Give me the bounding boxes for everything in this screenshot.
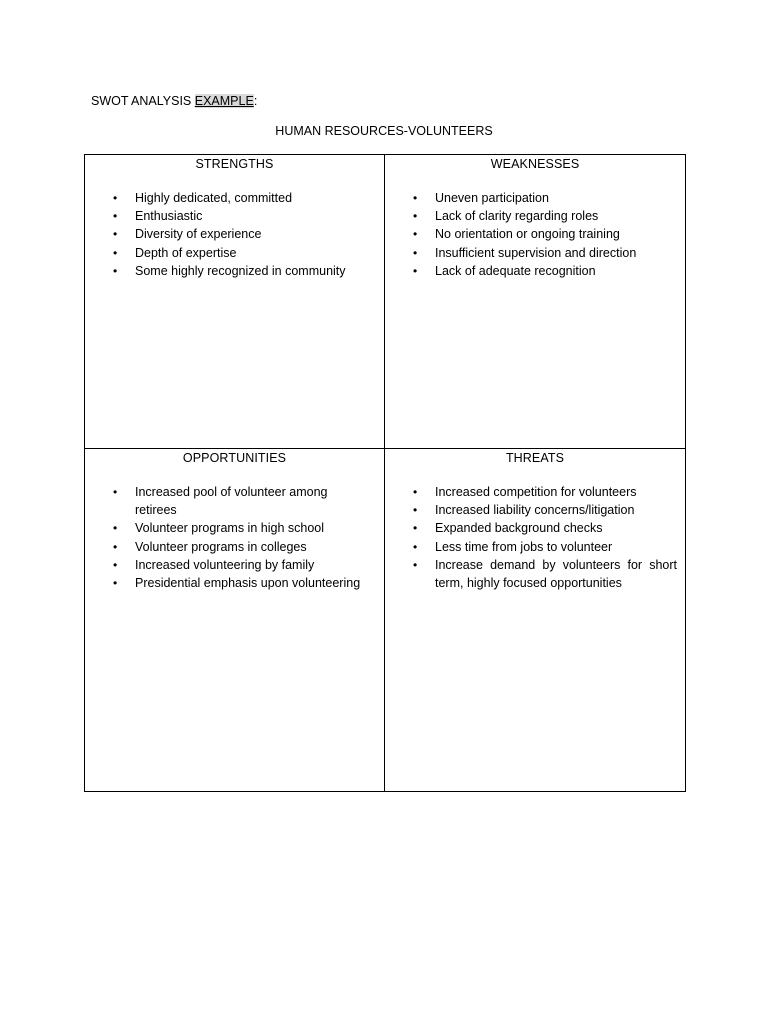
heading-highlight: EXAMPLE xyxy=(194,94,254,108)
list-item xyxy=(385,207,685,225)
list-item xyxy=(85,519,384,537)
list-item xyxy=(385,483,685,501)
bullet-icon: • xyxy=(113,557,118,572)
list-item xyxy=(385,501,685,519)
bullet-icon: • xyxy=(413,521,418,536)
bullet-icon: • xyxy=(413,209,418,224)
list-item xyxy=(85,538,384,556)
list-item-text: Increased liability concerns/litigation xyxy=(435,503,635,518)
bullet-icon: • xyxy=(413,191,418,205)
list-item xyxy=(85,189,384,207)
list-item-text: Insufficient supervision and direction xyxy=(435,245,637,260)
bullet-icon: • xyxy=(113,263,118,278)
weaknesses-cell xyxy=(385,155,685,449)
list-item xyxy=(85,556,384,574)
list-item xyxy=(85,574,384,592)
weaknesses-title: WEAKNESSES xyxy=(490,157,580,171)
list-item xyxy=(85,207,384,225)
document-subtitle: HUMAN RESOURCES-VOLUNTEERS xyxy=(275,124,493,138)
bullet-icon: • xyxy=(113,485,118,499)
document-heading xyxy=(91,94,257,108)
bullet-icon: • xyxy=(113,539,118,554)
list-item-text: Increased competition for volunteers xyxy=(435,485,637,499)
list-item xyxy=(385,225,685,243)
bullet-icon: • xyxy=(113,209,118,224)
list-item-text: Volunteer programs in colleges xyxy=(135,539,307,554)
weaknesses-list xyxy=(385,189,685,280)
threats-title: THREATS xyxy=(505,451,565,465)
list-item-text: Lack of adequate recognition xyxy=(435,263,596,278)
list-item-text: Volunteer programs in high school xyxy=(135,521,325,536)
list-item-text: No orientation or ongoing training xyxy=(435,227,620,242)
list-item-text: Increased volunteering by family xyxy=(135,557,315,572)
bullet-icon: • xyxy=(113,521,118,536)
list-item xyxy=(385,556,685,592)
list-item-text: Increased pool of volunteer among retirees xyxy=(135,485,328,518)
list-item xyxy=(385,538,685,556)
bullet-icon: • xyxy=(413,557,418,572)
opportunities-cell xyxy=(85,449,385,791)
opportunities-title: OPPORTUNITIES xyxy=(182,451,287,465)
list-item-text: Lack of clarity regarding roles xyxy=(435,209,599,224)
bullet-icon: • xyxy=(413,227,418,242)
bullet-icon: • xyxy=(113,227,118,242)
bullet-icon: • xyxy=(413,485,418,499)
list-item-text: Diversity of experience xyxy=(135,227,262,242)
list-item xyxy=(85,225,384,243)
threats-list xyxy=(385,483,685,592)
list-item xyxy=(385,262,685,280)
list-item-text: Enthusiastic xyxy=(135,209,203,224)
list-item xyxy=(385,519,685,537)
list-item-text: Depth of expertise xyxy=(135,245,237,260)
bullet-icon: • xyxy=(413,539,418,554)
list-item xyxy=(385,244,685,262)
strengths-cell xyxy=(85,155,385,449)
list-item xyxy=(85,483,384,519)
bullet-icon: • xyxy=(113,245,118,260)
list-item xyxy=(85,244,384,262)
list-item-text: Highly dedicated, committed xyxy=(135,191,293,205)
opportunities-list xyxy=(85,483,384,592)
list-item-text: Expanded background checks xyxy=(435,521,603,536)
bullet-icon: • xyxy=(113,191,118,205)
bullet-icon: • xyxy=(113,576,118,591)
list-item-text: Less time from jobs to volunteer xyxy=(435,539,613,554)
list-item-text: Presidential emphasis upon volunteering xyxy=(135,576,361,591)
threats-cell xyxy=(385,449,685,791)
list-item-text: Increase demand by volunteers for short term, highly focused opportunities xyxy=(435,557,677,591)
strengths-list xyxy=(85,189,384,280)
heading-prefix: SWOT ANALYSIS xyxy=(91,94,195,108)
list-item-text: Some highly recognized in community xyxy=(135,263,346,278)
bullet-icon: • xyxy=(413,263,418,278)
list-item xyxy=(85,262,384,280)
heading-suffix: : xyxy=(253,94,258,108)
strengths-title: STRENGTHS xyxy=(195,157,274,171)
swot-table xyxy=(84,154,686,792)
list-item xyxy=(385,189,685,207)
bullet-icon: • xyxy=(413,245,418,260)
list-item-text: Uneven participation xyxy=(435,191,549,205)
bullet-icon: • xyxy=(413,503,418,518)
